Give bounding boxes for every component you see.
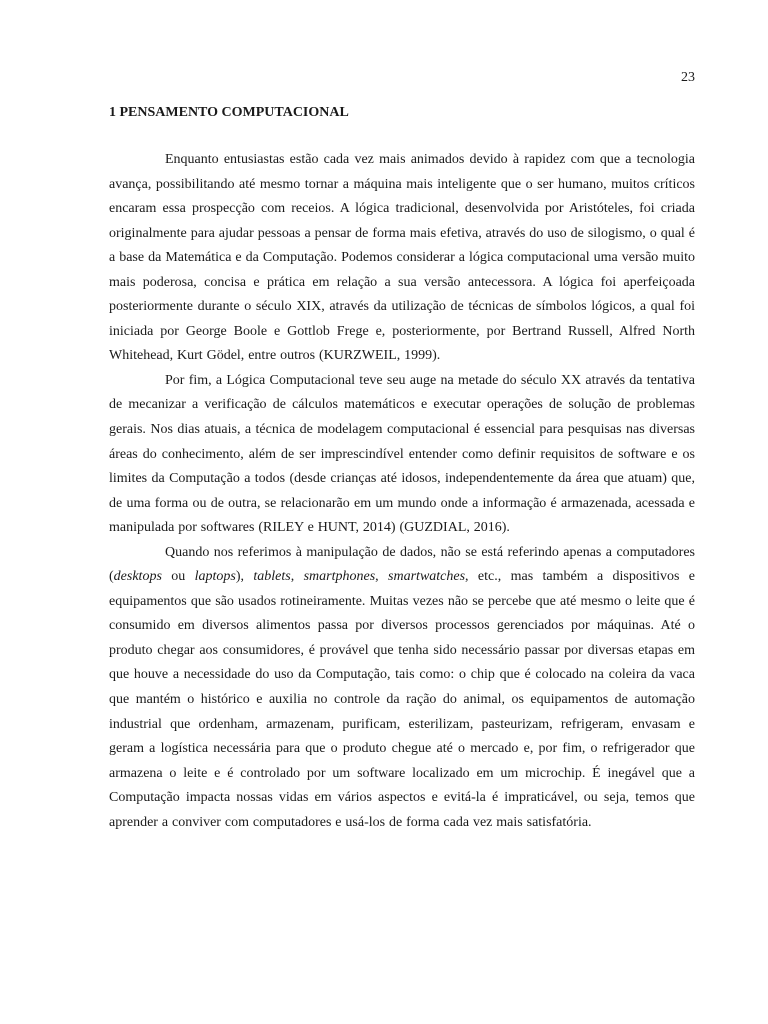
paragraph-3 [109,541,695,836]
paragraph-3-text: ), [235,569,254,585]
paragraph-3-text: , [290,569,304,585]
paragraph-3-text: ou [161,569,195,585]
term-tablets: tablets [253,569,291,585]
section-title: 1 PENSAMENTO COMPUTACIONAL [109,105,349,120]
term-smartphones: smartphones [303,569,376,585]
body-text [109,148,695,835]
paragraph-2: Por fim, a Lógica Computacional teve seu auge na metade do século XX através da tentativa de mecanizar a verificação de cálculos matemáticos e executar operações de solução de problemas gerais. Nos dias atuais, a técnica de modelagem computacional é essencial para pesquisas nas diversas áreas do conhecimento, além de ser imprescindível entender como definir requisitos de software e os limites da Computação a todos (desde crianças até idosos, independentemente da área que atuam) que, de uma forma ou de outra, se relacionarão em um mundo onde a informação é armazenada, acessada e manipulada por softwares (RILEY e HUNT, 2014) (GUZDIAL, 2016). [109,372,695,536]
term-smartwatches: smartwatches [388,569,466,585]
paragraph-3-text: Quando nos referimos à manipulação de dados, não se está referindo apenas a computadores ( [109,544,695,585]
paragraph-3-text: , [375,569,389,585]
term-laptops: laptops [194,569,236,585]
paragraph-3-text: , etc., mas também a dispositivos e equipamentos que são usados rotineiramente. Muitas vezes não se percebe que até mesmo o leite que é consumido em diversos alimentos passa por diversos processos gerenciados por máquinas. Até o produto chegar aos consumidores, é provável que tenha sido necessário passar por diversas etapas em que houve a necessidade do uso da Computação, tais como: o chip que é colocado na coleira da vaca que mantém o histórico e auxilia no controle da ração do animal, os equipamentos de automação industrial que ordenham, armazenam, purificam, esterilizam, pasteurizam, refrigeram, envasam e geram a logística necessária para que o produto chegue até o mercado e, por fim, o refrigerador que armazena o leite e é controlado por um software localizado em um microchip. É inegável que a Computação impacta nossas vidas em vários aspectos e evitá-la é impraticável, ou seja, temos que aprender a conviver com computadores e usá-los de forma cada vez mais satisfatória. [109,569,696,830]
term-desktops: desktops [113,569,162,585]
page-number: 23 [681,70,695,85]
paragraph-1: Enquanto entusiastas estão cada vez mais animados devido à rapidez com que a tecnologia avança, possibilitando até mesmo tornar a máquina mais inteligente que o ser humano, muitos críticos encaram essa prospecção com receios. A lógica tradicional, desenvolvida por Aristóteles, foi criada originalmente para ajudar pessoas a pensar de forma mais efetiva, através do uso de silogismo, o qual é a base da Matemática e da Computação. Podemos considerar a lógica computacional uma versão muito mais poderosa, concisa e prática em relação a sua versão antecessora. A lógica foi aperfeiçoada posteriormente durante o século XIX, através da utilização de técnicas de símbolos lógicos, a qual foi iniciada por George Boole e Gottlob Frege e, posteriormente, por Bertrand Russell, Alfred North Whitehead, Kurt Gödel, entre outros (KURZWEIL, 1999). [109,152,695,364]
